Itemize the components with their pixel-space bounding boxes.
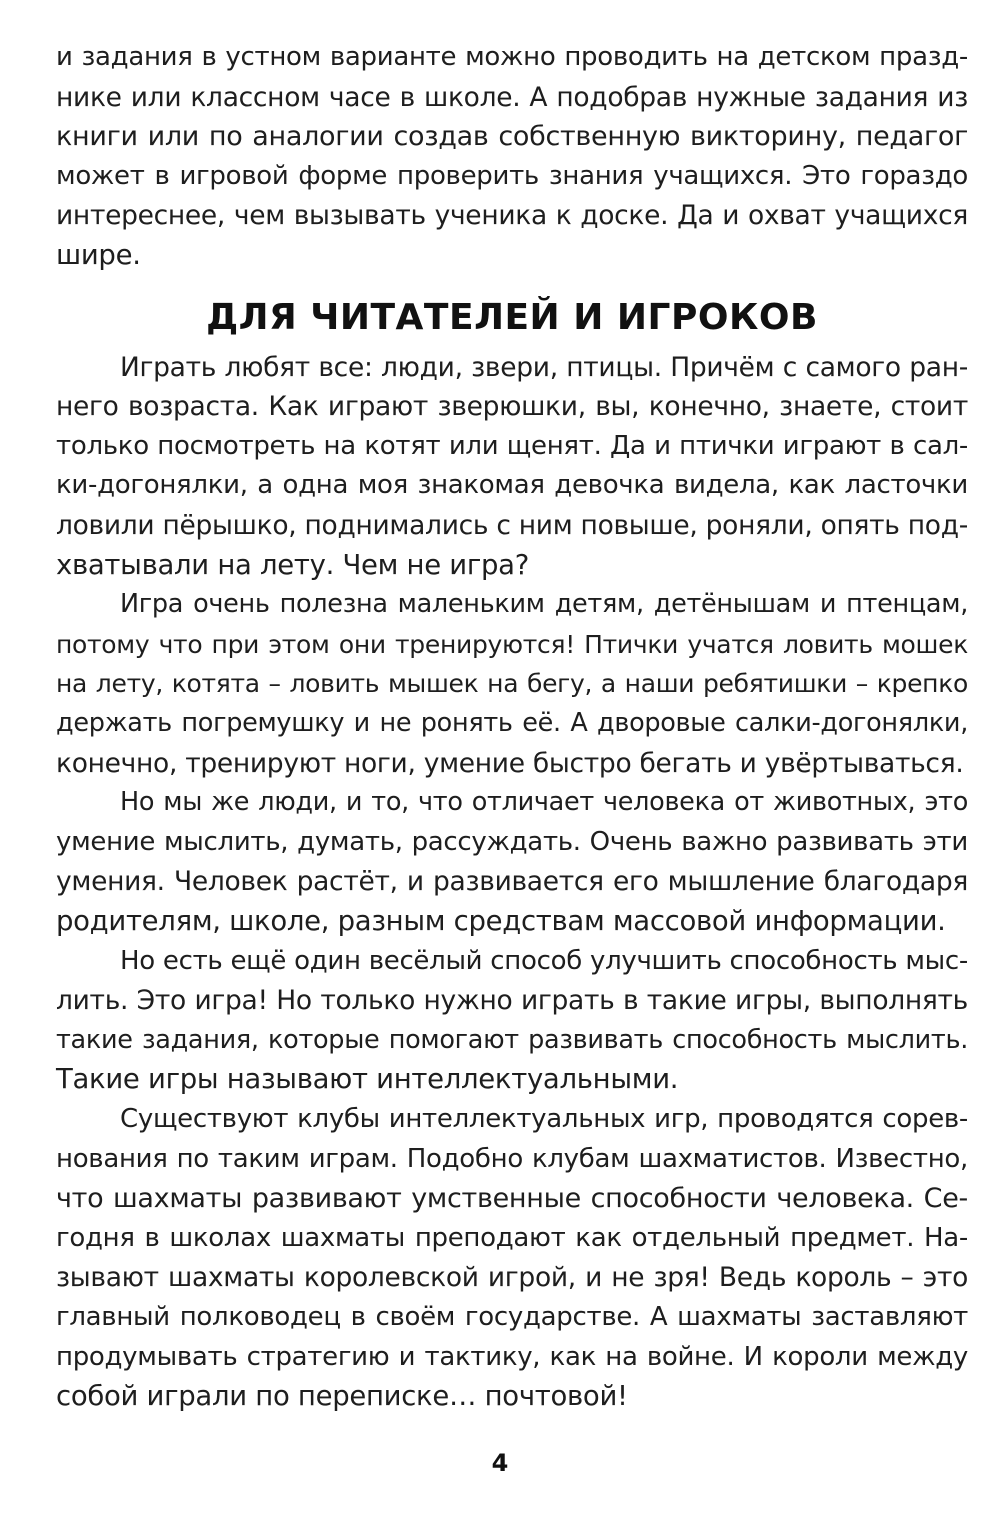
body-line: ловили пёрышко, поднимались с ним повыше, роняли, опять под- (56, 510, 968, 541)
body-line: умения. Человек растёт, и развивается его мышление благодаря (56, 866, 968, 898)
body-line: конечно, тренируют ноги, умение быстро бегать и увёртываться. (56, 747, 964, 779)
body-line: него возраста. Как играют зверюшки, вы, конечно, знаете, стоит (56, 391, 968, 423)
body-line: такие задания, которые помогают развивать способность мыслить. (56, 1024, 968, 1055)
body-line: родителям, школе, разным средствам массовой информации. (56, 905, 946, 937)
body-line: держать погремушку и не ронять её. А дворовые салки-догонялки, (56, 708, 968, 738)
body-line: на лету, котята – ловить мышек на бегу, а наши ребятишки – крепко (56, 669, 968, 699)
body-line: ки-догонялки, а одна моя знакомая девочка видела, как ласточки (56, 470, 968, 501)
body-line: продумывать стратегию и тактику, как на войне. И короли между (56, 1341, 968, 1372)
intro-line: книги или по аналогии создав собственную викторину, педагог (56, 121, 968, 153)
body-line: Играть любят все: люди, звери, птицы. Причём с самого ран- (120, 351, 968, 383)
page-number: 4 (491, 1449, 509, 1477)
body-line: собой играли по переписке… почтовой! (56, 1380, 628, 1413)
section-heading: ДЛЯ ЧИТАТЕЛЕЙ И ИГРОКОВ (206, 296, 818, 338)
body-line: нования по таким играм. Подобно клубам шахматистов. Известно, (56, 1143, 968, 1174)
intro-line: и задания в устном варианте можно проводить на детском празд- (56, 42, 968, 72)
body-line: Игра очень полезна маленьким детям, детёнышам и птенцам, (120, 589, 968, 620)
intro-line: шире. (56, 239, 141, 271)
body-line: умение мыслить, думать, рассуждать. Очень важно развивать эти (56, 826, 968, 857)
body-line: Такие игры называют интеллектуальными. (56, 1063, 679, 1096)
body-line: Но есть ещё один весёлый способ улучшить способность мыс- (120, 945, 968, 976)
intro-line: может в игровой форме проверить знания учащихся. Это гораздо (56, 160, 968, 191)
body-line: потому что при этом они тренируются! Птички учатся ловить мошек (56, 629, 968, 659)
body-line: лить. Это игра! Но только нужно играть в такие игры, выполнять (56, 985, 968, 1017)
body-line: что шахматы развивают умственные способности человека. Се- (56, 1183, 968, 1215)
body-line: зывают шахматы королевской игрой, и не зря! Ведь король – это (56, 1262, 968, 1294)
book-page (56, 0, 968, 1525)
body-line: хватывали на лету. Чем не игра? (56, 548, 529, 581)
intro-line: интереснее, чем вызывать ученика к доске. Да и охват учащихся (56, 200, 968, 232)
body-line: Существуют клубы интеллектуальных игр, проводятся сорев- (120, 1104, 968, 1134)
body-line: Но мы же люди, и то, что отличает человека от животных, это (120, 787, 968, 818)
body-line: главный полководец в своём государстве. А шахматы заставляют (56, 1302, 968, 1332)
body-line: только посмотреть на котят или щенят. Да и птички играют в сал- (56, 430, 968, 461)
body-line: годня в школах шахматы преподают как отдельный предмет. На- (56, 1222, 968, 1253)
intro-line: нике или классном часе в школе. А подобрав нужные задания из (56, 81, 968, 113)
